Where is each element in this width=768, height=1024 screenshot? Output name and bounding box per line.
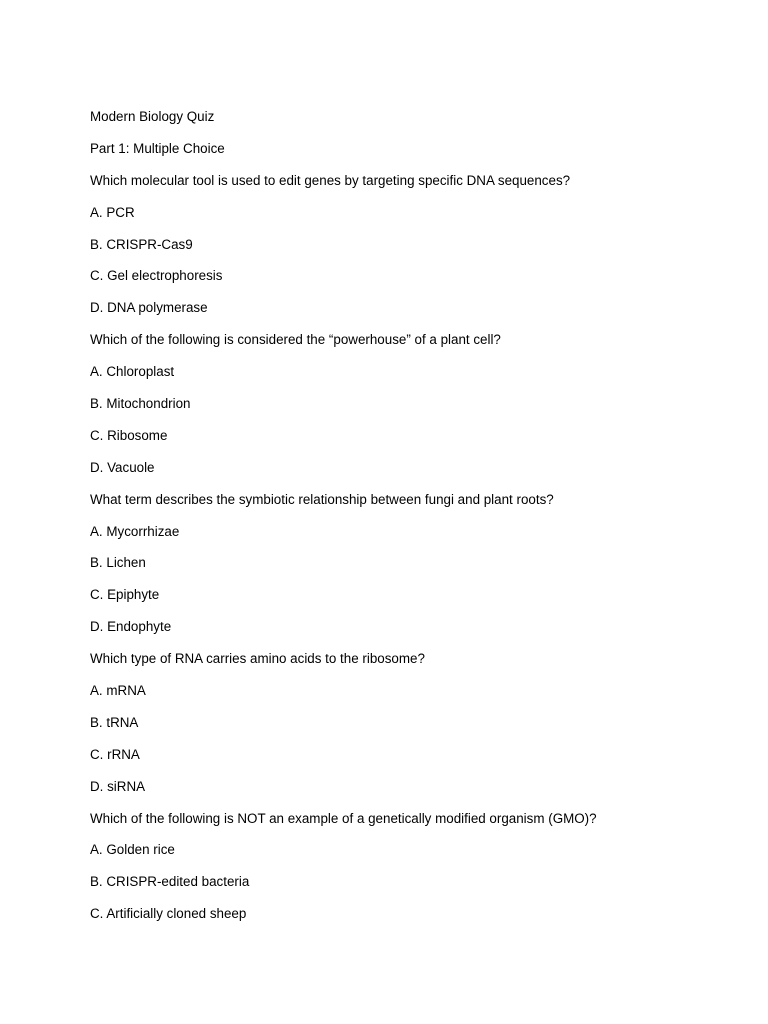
question-2-option-a: A. Chloroplast xyxy=(90,364,175,380)
question-1-option-d: D. DNA polymerase xyxy=(90,300,208,316)
question-3-text: What term describes the symbiotic relationship between fungi and plant roots? xyxy=(90,491,554,507)
question-4-option-c: C. rRNA xyxy=(90,746,140,762)
document-title: Modern Biology Quiz xyxy=(90,109,215,124)
question-1-option-c: C. Gel electrophoresis xyxy=(90,268,223,284)
document-body xyxy=(90,107,710,936)
question-4-option-d: D. siRNA xyxy=(90,778,146,794)
question-1-option-a: A. PCR xyxy=(90,204,135,220)
question-3-option-b: B. Lichen xyxy=(90,555,146,571)
question-2-text: Which of the following is considered the “powerhouse” of a plant cell? xyxy=(90,332,501,348)
question-4-option-b: B. tRNA xyxy=(90,714,139,730)
question-2-option-c: C. Ribosome xyxy=(90,427,168,443)
section-heading: Part 1: Multiple Choice xyxy=(90,140,225,156)
question-3-option-c: C. Epiphyte xyxy=(90,587,160,603)
question-2-option-b: B. Mitochondrion xyxy=(90,396,191,412)
question-3-option-d: D. Endophyte xyxy=(90,619,172,635)
question-5-text: Which of the following is NOT an example of a genetically modified organism (GMO)? xyxy=(90,810,597,826)
question-4-option-a: A. mRNA xyxy=(90,683,146,699)
question-3-option-a: A. Mycorrhizae xyxy=(90,523,180,539)
question-5-option-b: B. CRISPR-edited bacteria xyxy=(90,874,250,890)
question-4-text: Which type of RNA carries amino acids to the ribosome? xyxy=(90,651,425,667)
question-5-option-a: A. Golden rice xyxy=(90,842,175,858)
question-1-option-b: B. CRISPR-Cas9 xyxy=(90,236,193,252)
question-5-option-c: C. Artificially cloned sheep xyxy=(90,906,247,922)
question-1-text: Which molecular tool is used to edit genes by targeting specific DNA sequences? xyxy=(90,172,571,188)
question-2-option-d: D. Vacuole xyxy=(90,459,155,475)
